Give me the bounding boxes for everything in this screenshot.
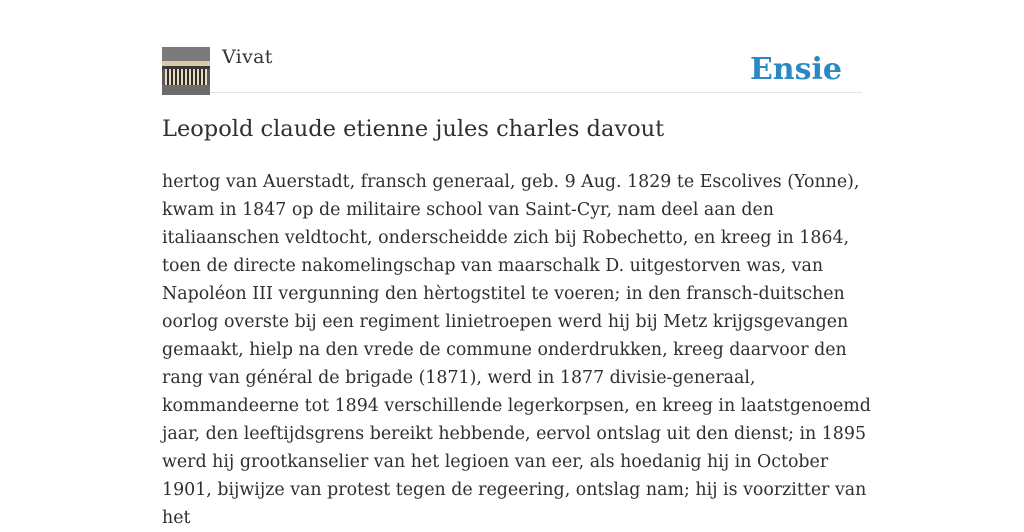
page-title: Leopold claude etienne jules charles davout	[162, 116, 665, 142]
header	[162, 46, 862, 93]
article-body: hertog van Auerstadt, fransch generaal, geb. 9 Aug. 1829 te Escolives (Yonne), kwam in 1847 op de militaire school van Saint-Cyr, nam deel aan den italiaanschen veldtocht, onderscheidde zich bij Robechetto, en kreeg in 1864, toen de directe nakomelingschap van maarschalk D. uitgestorven was, van Napoléon III vergunning den hèrtogstitel te voeren; in den fransch-duitschen oorlog overste bij een regiment linietroepen werd hij bij Metz krijgsgevangen gemaakt, hielp na den vrede de commune onderdrukken, kreeg daarvoor den rang van général de brigade (1871), werd in 1877 divisie-generaal, kommandeerne tot 1894 verschillende legerkorpsen, en kreeg in laatstgenoemd jaar, den leeftijdsgrens bereikt hebbende, eervol ontslag uit den dienst; in 1895 werd hij grootkanselier van het legioen van eer, als hoedanig hij in October 1901, bijwijze van protest tegen de regeering, ontslag nam; hij is voorzitter van het	[162, 172, 871, 528]
brand-logo[interactable]: Ensie	[749, 52, 842, 87]
bookshelf-avatar-icon	[162, 47, 210, 95]
avatar[interactable]	[162, 47, 210, 95]
author-name[interactable]: Vivat	[222, 46, 273, 68]
